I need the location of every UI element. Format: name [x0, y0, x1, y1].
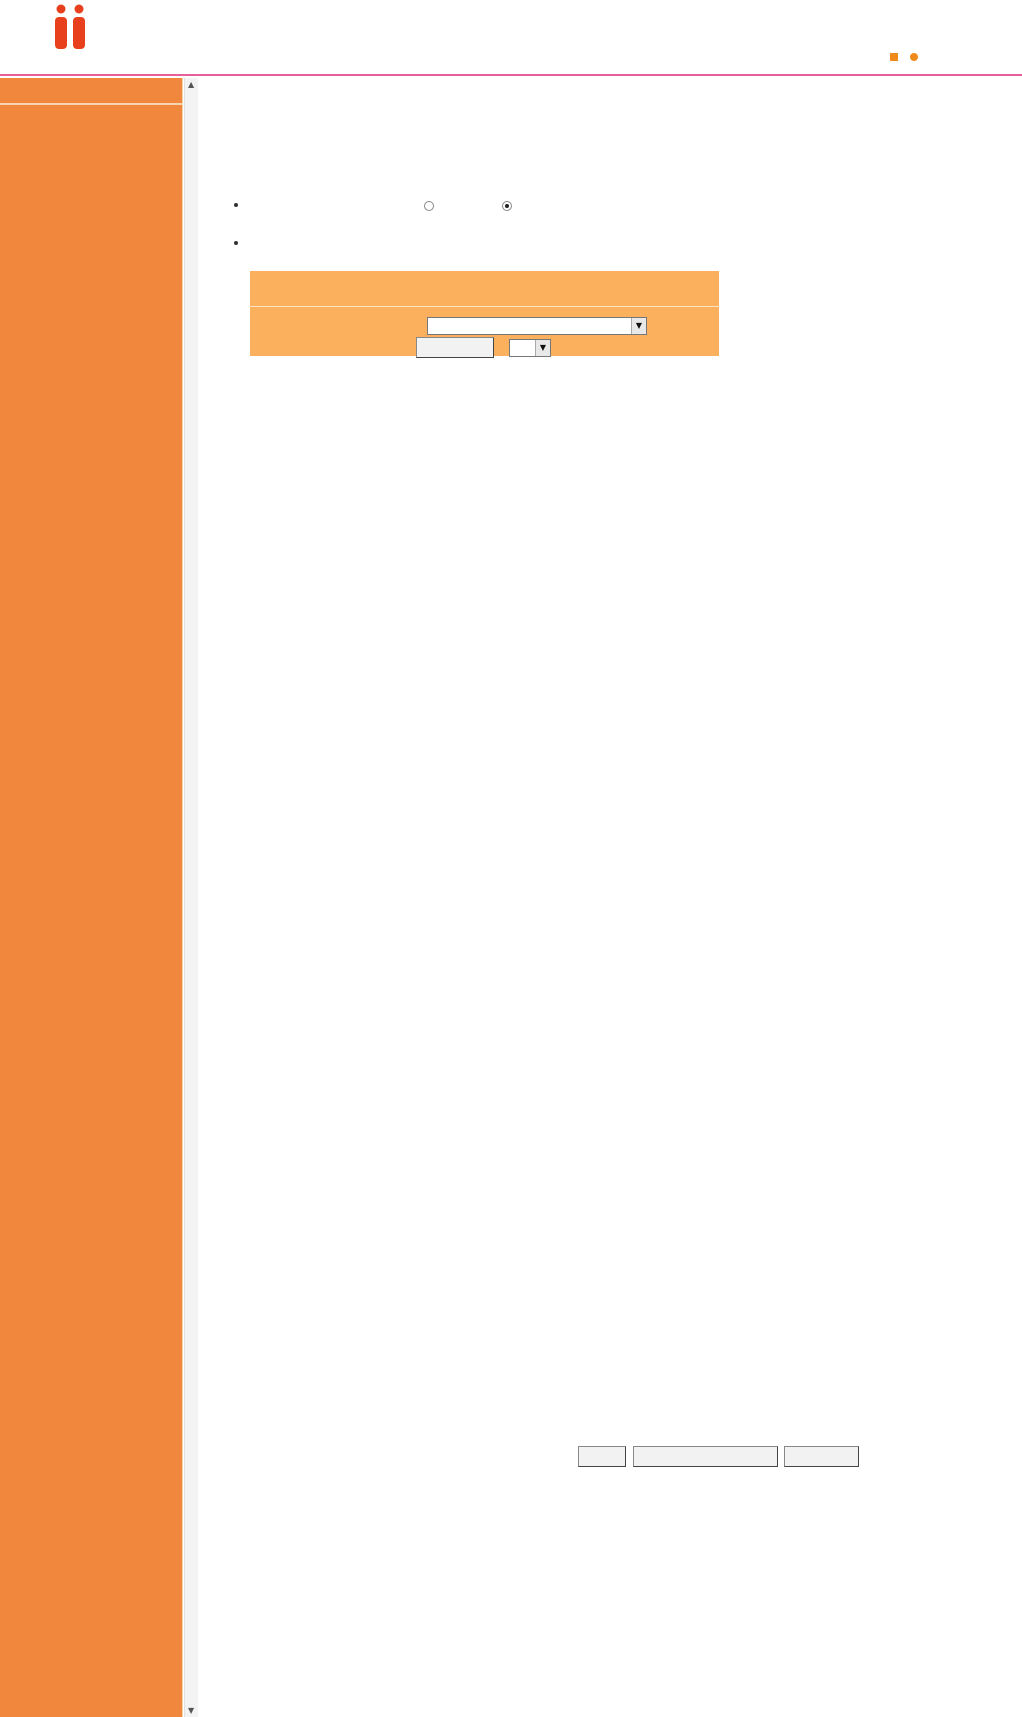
home-link[interactable] — [890, 49, 900, 66]
scroll-up-icon[interactable]: ▲ — [188, 80, 195, 89]
mac-control-row — [234, 199, 250, 214]
logout-link[interactable] — [900, 49, 920, 66]
sidebar-item-firewall[interactable] — [0, 78, 182, 104]
chevron-down-icon[interactable]: ▼ — [631, 318, 646, 334]
disable-radio-circle[interactable] — [502, 201, 512, 211]
scrollbar[interactable] — [184, 78, 198, 1717]
cancel-button[interactable] — [784, 1446, 859, 1467]
main-content — [210, 78, 1010, 128]
page-title — [210, 90, 1010, 114]
bullet-icon — [234, 203, 238, 207]
dhcp-client-select[interactable] — [427, 317, 647, 335]
square-bullet-icon — [890, 53, 898, 61]
header — [0, 0, 1022, 76]
table-footer — [250, 306, 719, 356]
help-button[interactable] — [578, 1446, 626, 1467]
save-settings-button[interactable] — [633, 1446, 778, 1467]
iinet-logo[interactable] — [30, 4, 110, 70]
chevron-down-icon[interactable]: ▼ — [535, 340, 550, 356]
enable-radio-circle[interactable] — [424, 201, 434, 211]
dot-bullet-icon — [910, 53, 918, 61]
iinet-logo-icon — [52, 4, 88, 50]
scroll-down-icon[interactable]: ▼ — [188, 1706, 195, 1715]
mac-filter-table — [250, 271, 719, 356]
top-links — [890, 49, 920, 67]
table-header — [250, 271, 719, 306]
disable-radio[interactable] — [502, 199, 515, 214]
table-caption — [234, 237, 250, 252]
copy-to-select[interactable] — [509, 339, 551, 357]
sidebar — [0, 78, 183, 1717]
bullet-icon — [234, 241, 238, 245]
firewall-submenu — [0, 104, 182, 105]
enable-radio[interactable] — [424, 199, 437, 214]
copy-to-button[interactable] — [416, 337, 494, 358]
